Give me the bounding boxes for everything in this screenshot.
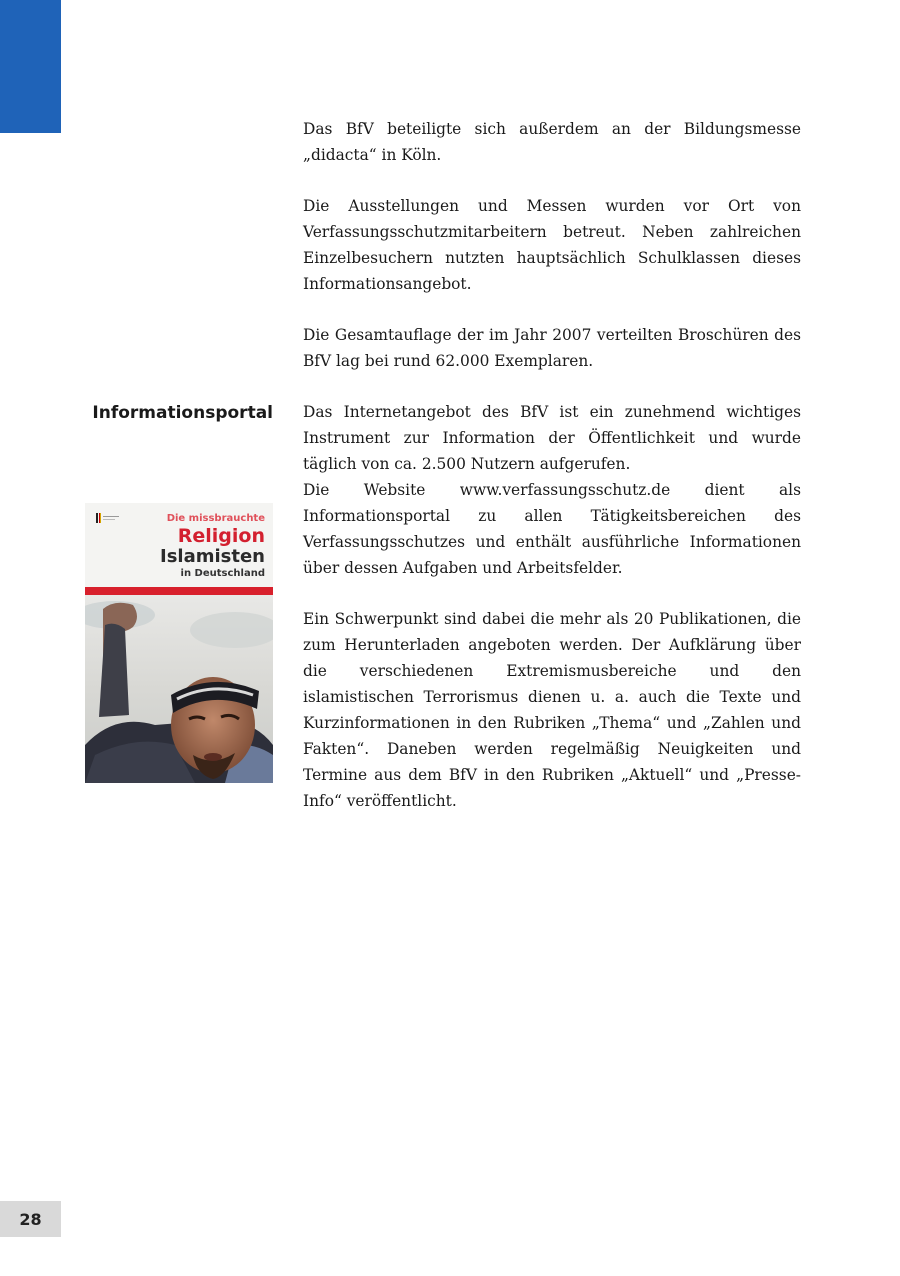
paragraph-didacta (303, 116, 801, 168)
brochure-red-band (85, 587, 273, 595)
paragraph-text: Ein Schwerpunkt sind dabei die mehr als 20 Publikationen, die zum Herunterladen angeboten werden. Der Aufklärung über die verschiedenen Extremismusbereiche und den islamistischen Terrorismus dienen u. a. auch die Texte und Kurzinformationen in den Rubriken „Thema“ und „Zahlen und Fakten“. Daneben werden regelmäßig Neuigkeiten und Termine aus dem BfV in den Rubriken „Aktuell“ und „Presse-Info“ veröffentlicht. (303, 610, 801, 810)
paragraph-text: Das Internetangebot des BfV ist ein zunehmend wichtiges Instrument zur Information der Öffentlichkeit und wurde täglich von ca. 2.500 Nutzern aufgerufen. (303, 403, 801, 473)
brochure-cover-image (85, 503, 273, 783)
paragraph-brochure-circulation (303, 322, 801, 374)
federal-eagle-icon (95, 511, 121, 525)
protester-photo (85, 595, 273, 783)
paragraph-text: Das BfV beteiligte sich außerdem an der Bildungsmesse „didacta“ in Köln. (303, 120, 801, 164)
paragraph-text: Die Website www.verfassungsschutz.de dient als Informationsportal zu allen Tätigkeitsbereichen des Verfassungsschutzes und enthält ausführliche Informationen über dessen Aufgaben und Arbeitsfelder. (303, 481, 801, 577)
section-heading-informationsportal: Informationsportal (92, 403, 273, 423)
brochure-title-line4: in Deutschland (180, 568, 265, 579)
paragraph-exhibitions (303, 193, 801, 297)
chapter-color-tab (0, 0, 61, 133)
paragraph-text: Die Ausstellungen und Messen wurden vor Ort von Verfassungsschutzmitarbeitern betreut. Neben zahlreichen Einzelbesuchern nutzten hauptsächlich Schulklassen dieses Informationsangebot. (303, 197, 801, 293)
paragraph-internet-offer (303, 399, 801, 581)
brochure-title-line1: Die missbrauchte (166, 513, 265, 524)
brochure-title-line3: Islamisten (160, 546, 265, 567)
brochure-title-line2: Religion (177, 525, 265, 547)
brochure-cover-header (85, 503, 273, 587)
paragraph-publications (303, 606, 801, 814)
paragraph-text: Die Gesamtauflage der im Jahr 2007 verteilten Broschüren des BfV lag bei rund 62.000 Exemplaren. (303, 326, 801, 370)
page-number: 28 (0, 1201, 61, 1237)
